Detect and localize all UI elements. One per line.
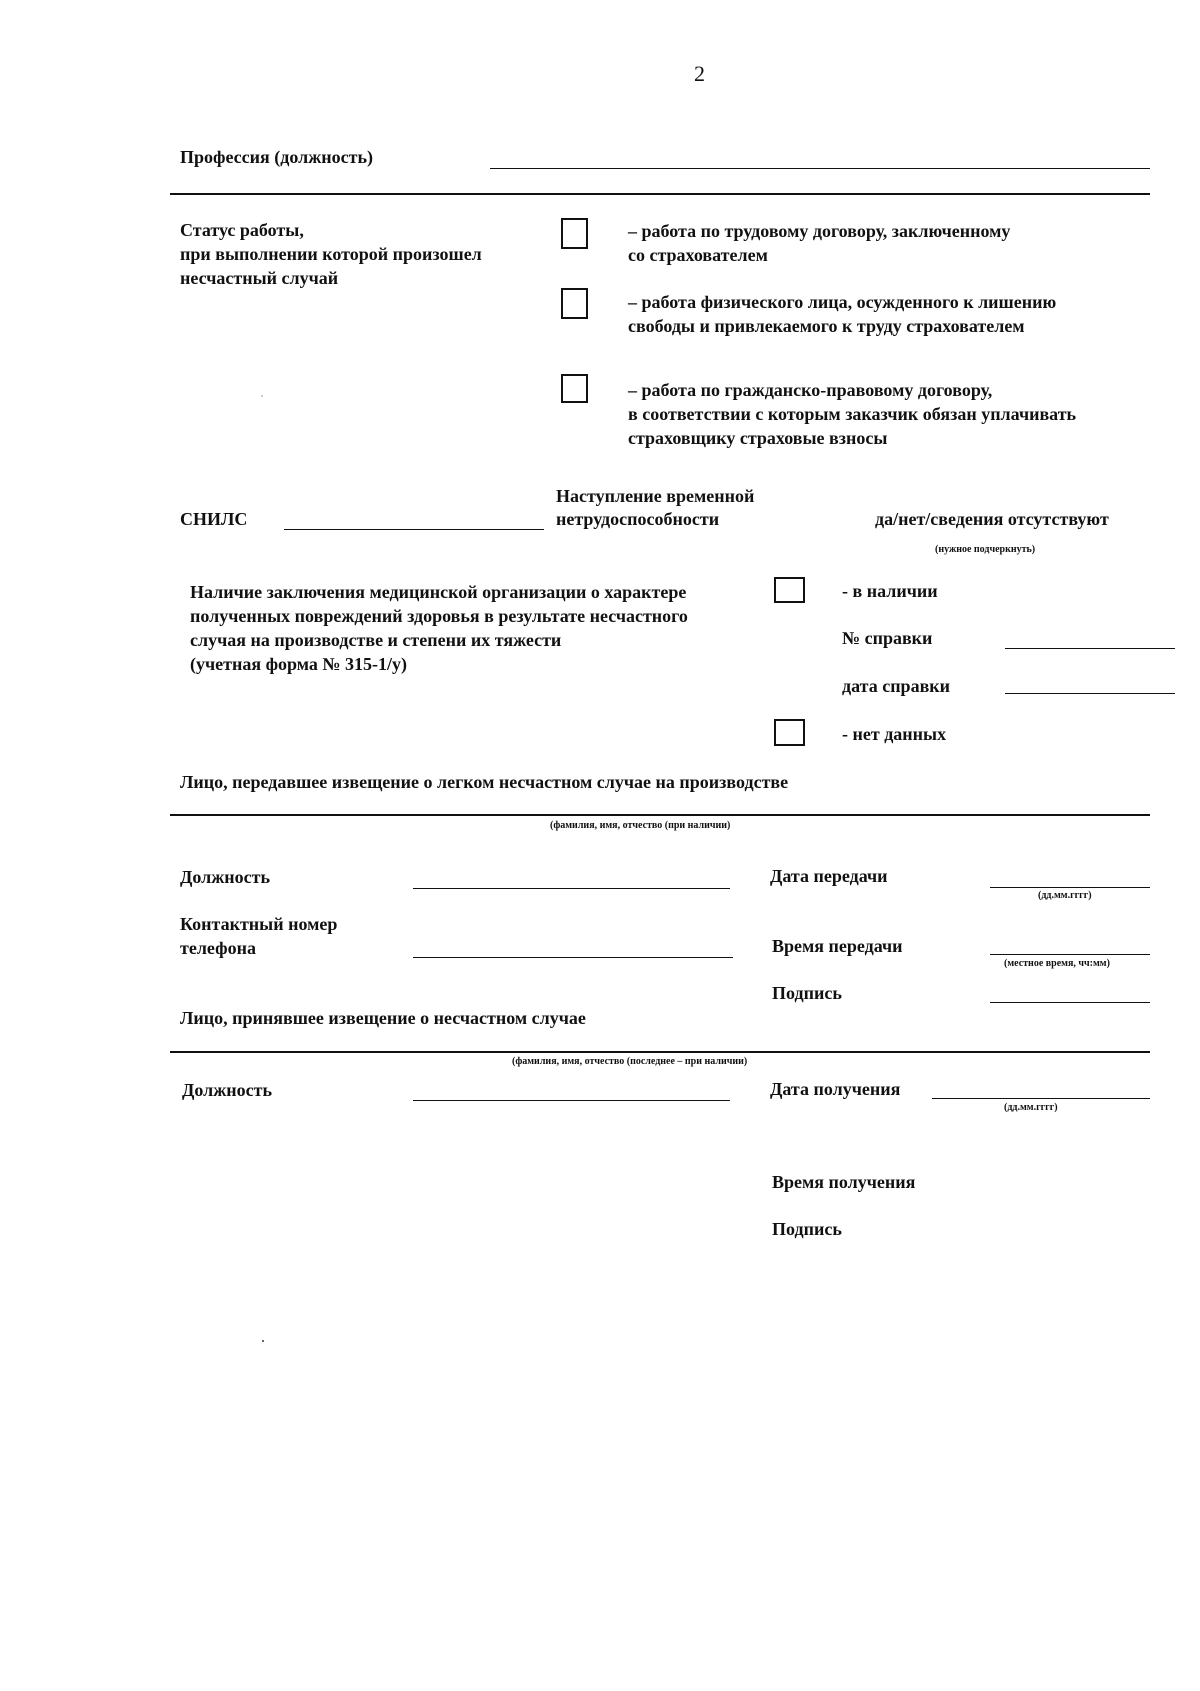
sender-phone-label-1: Контактный номер — [180, 914, 338, 934]
scan-speck — [261, 395, 263, 397]
receiver-date-label: Дата получения — [770, 1079, 901, 1099]
medical-label-4: (учетная форма № 315-1/у) — [190, 654, 407, 674]
sender-date-field[interactable] — [990, 887, 1150, 888]
receiver-date-hint: (дд.мм.гггг) — [1004, 1102, 1058, 1113]
employment-contract-text-2: со страхователем — [628, 245, 768, 265]
work-status-label-1: Статус работы, — [180, 220, 304, 240]
medical-label-2: полученных повреждений здоровья в результате несчастного — [190, 606, 688, 626]
sender-signature-label: Подпись — [772, 983, 842, 1003]
disability-hint: (нужное подчеркнуть) — [935, 544, 1036, 555]
snils-field[interactable] — [284, 529, 544, 530]
receiver-time-label: Время получения — [772, 1172, 916, 1192]
sender-position-label: Должность — [180, 867, 271, 887]
receiver-position-field[interactable] — [413, 1100, 730, 1101]
receiver-position-label: Должность — [182, 1080, 273, 1100]
sender-name-hint: (фамилия, имя, отчество (при наличии) — [550, 820, 731, 831]
receiver-name-field[interactable] — [170, 1051, 1150, 1053]
snils-label: СНИЛС — [180, 509, 248, 529]
profession-label: Профессия (должность) — [180, 147, 373, 167]
sender-name-field[interactable] — [170, 814, 1150, 816]
scan-speck — [262, 1340, 264, 1342]
civil-contract-text-1: – работа по гражданско-правовому договору, — [628, 380, 993, 400]
sender-time-hint: (местное время, чч:мм) — [1004, 958, 1110, 969]
sender-date-label: Дата передачи — [770, 866, 888, 886]
sender-time-field[interactable] — [990, 954, 1150, 955]
medical-label-1: Наличие заключения медицинской организации о характере — [190, 582, 687, 602]
sender-phone-field[interactable] — [413, 957, 733, 958]
page-number: 2 — [694, 61, 705, 86]
medical-no-data-label: - нет данных — [842, 724, 947, 744]
sender-time-label: Время передачи — [772, 936, 903, 956]
civil-contract-text-2: в соответствии с которым заказчик обязан уплачивать — [628, 404, 1077, 424]
profession-field[interactable] — [490, 168, 1150, 169]
work-status-label-3: несчастный случай — [180, 268, 339, 288]
medical-no-data-checkbox[interactable] — [774, 719, 805, 746]
convict-labor-checkbox[interactable] — [561, 288, 588, 319]
cert-date-field[interactable] — [1005, 693, 1175, 694]
cert-number-field[interactable] — [1005, 648, 1175, 649]
civil-contract-text-3: страховщику страховые взносы — [628, 428, 888, 448]
sender-position-field[interactable] — [413, 888, 730, 889]
convict-labor-text-2: свободы и привлекаемого к труду страхователем — [628, 316, 1025, 336]
medical-label-3: случая на производстве и степени их тяжести — [190, 630, 562, 650]
medical-available-label: - в наличии — [842, 581, 938, 601]
receiver-signature-label: Подпись — [772, 1219, 842, 1239]
receiver-date-field[interactable] — [932, 1098, 1150, 1099]
disability-value[interactable]: да/нет/сведения отсутствуют — [875, 509, 1109, 529]
sender-signature-field[interactable] — [990, 1002, 1150, 1003]
receiver-title: Лицо, принявшее извещение о несчастном случае — [180, 1008, 586, 1028]
sender-date-hint: (дд.мм.гггг) — [1038, 890, 1092, 901]
sender-title: Лицо, передавшее извещение о легком несчастном случае на производстве — [180, 772, 789, 792]
disability-label-2: нетрудоспособности — [556, 509, 720, 529]
employment-contract-text-1: – работа по трудовому договору, заключенному — [628, 221, 1011, 241]
cert-date-label: дата справки — [842, 676, 951, 696]
receiver-name-hint: (фамилия, имя, отчество (последнее – при наличии) — [512, 1056, 748, 1067]
disability-label-1: Наступление временной — [556, 486, 755, 506]
work-status-label-2: при выполнении которой произошел — [180, 244, 482, 264]
cert-number-label: № справки — [842, 628, 933, 648]
employment-contract-checkbox[interactable] — [561, 218, 588, 249]
civil-contract-checkbox[interactable] — [561, 374, 588, 403]
medical-available-checkbox[interactable] — [774, 577, 805, 603]
convict-labor-text-1: – работа физического лица, осужденного к лишению — [628, 292, 1057, 312]
section-divider — [170, 193, 1150, 195]
sender-phone-label-2: телефона — [180, 938, 256, 958]
